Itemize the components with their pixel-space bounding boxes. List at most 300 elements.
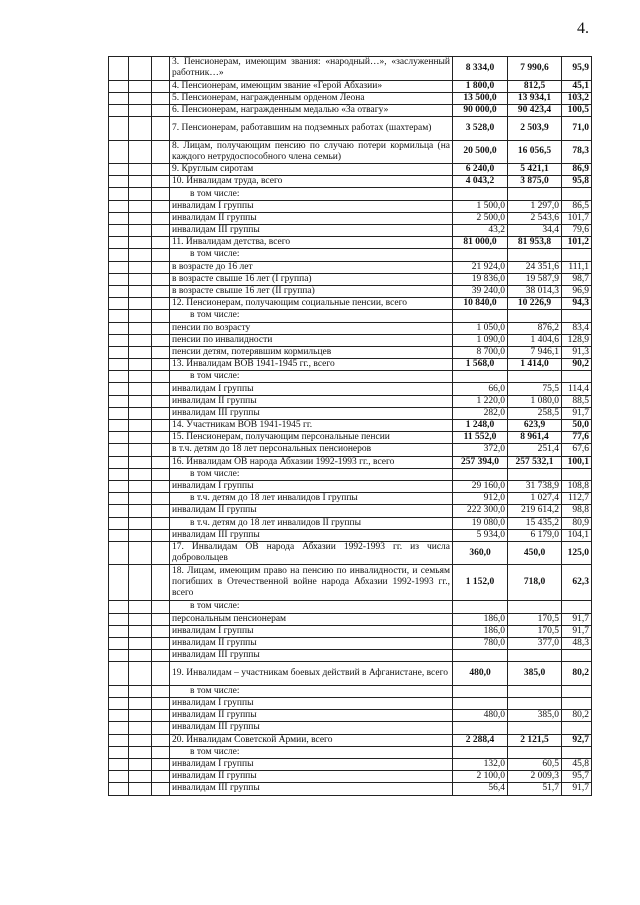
planned-value: 1 248,0	[453, 420, 508, 432]
empty-cell	[152, 359, 170, 371]
planned-value: 1 090,0	[453, 334, 508, 346]
empty-cell	[129, 625, 152, 637]
planned-value: 19 836,0	[453, 273, 508, 285]
table-row	[109, 480, 592, 492]
planned-value: 480,0	[453, 710, 508, 722]
row-label: 11. Инвалидам детства, всего	[170, 237, 453, 249]
row-label: пенсии по инвалидности	[170, 334, 453, 346]
empty-cell	[129, 758, 152, 770]
row-label: инвалидам III группы	[170, 650, 453, 662]
row-label: 13. Инвалидам ВОВ 1941-1945 гг., всего	[170, 359, 453, 371]
empty-cell	[109, 407, 129, 419]
table-row	[109, 273, 592, 285]
actual-value: 1 404,6	[508, 334, 562, 346]
percent-value: 95,9	[562, 57, 592, 81]
empty-cell	[152, 298, 170, 310]
percent-value: 95,7	[562, 771, 592, 783]
empty-cell	[109, 164, 129, 176]
empty-cell	[152, 505, 170, 517]
empty-cell	[129, 140, 152, 164]
table-row	[109, 212, 592, 224]
actual-value: 3 875,0	[508, 176, 562, 188]
table-row	[109, 517, 592, 529]
percent-value	[562, 249, 592, 261]
actual-value: 38 014,3	[508, 285, 562, 297]
row-label: 12. Пенсионерам, получающим социальные пенсии, всего	[170, 298, 453, 310]
row-label: в возрасте до 16 лет	[170, 261, 453, 273]
percent-value	[562, 468, 592, 480]
empty-cell	[109, 212, 129, 224]
percent-value: 111,1	[562, 261, 592, 273]
empty-cell	[109, 310, 129, 322]
table-row	[109, 371, 592, 383]
table-row	[109, 322, 592, 334]
planned-value: 1 568,0	[453, 359, 508, 371]
percent-value: 92,7	[562, 734, 592, 746]
empty-cell	[129, 613, 152, 625]
empty-cell	[109, 140, 129, 164]
percent-value	[562, 601, 592, 613]
percent-value: 101,2	[562, 237, 592, 249]
planned-value: 29 160,0	[453, 480, 508, 492]
row-label: 10. Инвалидам труда, всего	[170, 176, 453, 188]
planned-value	[453, 188, 508, 200]
row-label: инвалидам I группы	[170, 758, 453, 770]
row-label: в том числе:	[170, 685, 453, 697]
empty-cell	[129, 310, 152, 322]
row-label: 9. Круглым сиротам	[170, 164, 453, 176]
table-row	[109, 261, 592, 273]
empty-cell	[109, 771, 129, 783]
actual-value: 75,5	[508, 383, 562, 395]
planned-value: 1 152,0	[453, 565, 508, 601]
empty-cell	[152, 237, 170, 249]
empty-cell	[109, 200, 129, 212]
row-label: 16. Инвалидам ОВ народа Абхазии 1992-1993 гг., всего	[170, 456, 453, 468]
planned-value: 360,0	[453, 541, 508, 565]
planned-value	[453, 601, 508, 613]
actual-value: 81 953,8	[508, 237, 562, 249]
empty-cell	[129, 285, 152, 297]
row-label: инвалидам III группы	[170, 783, 453, 795]
actual-value: 251,4	[508, 444, 562, 456]
actual-value	[508, 698, 562, 710]
empty-cell	[129, 212, 152, 224]
planned-value: 257 394,0	[453, 456, 508, 468]
table-row	[109, 383, 592, 395]
table-row	[109, 613, 592, 625]
table-row	[109, 334, 592, 346]
row-label: инвалидам II группы	[170, 710, 453, 722]
planned-value	[453, 685, 508, 697]
empty-cell	[109, 57, 129, 81]
empty-cell	[129, 298, 152, 310]
empty-cell	[152, 722, 170, 734]
table-row	[109, 432, 592, 444]
table-body	[109, 57, 592, 796]
row-label: инвалидам I группы	[170, 480, 453, 492]
actual-value: 19 587,9	[508, 273, 562, 285]
empty-cell	[129, 407, 152, 419]
actual-value: 385,0	[508, 710, 562, 722]
planned-value	[453, 746, 508, 758]
percent-value: 103,2	[562, 92, 592, 104]
planned-value	[453, 371, 508, 383]
row-label: 6. Пенсионерам, награжденным медалью «За отвагу»	[170, 104, 453, 116]
planned-value: 11 552,0	[453, 432, 508, 444]
empty-cell	[152, 322, 170, 334]
empty-cell	[152, 601, 170, 613]
empty-cell	[152, 383, 170, 395]
actual-value: 257 532,1	[508, 456, 562, 468]
row-label: пенсии по возрасту	[170, 322, 453, 334]
empty-cell	[129, 322, 152, 334]
actual-value: 2 009,3	[508, 771, 562, 783]
row-label: пенсии детям, потерявшим кормильцев	[170, 346, 453, 358]
actual-value	[508, 685, 562, 697]
actual-value	[508, 722, 562, 734]
empty-cell	[129, 420, 152, 432]
empty-cell	[152, 371, 170, 383]
empty-cell	[129, 237, 152, 249]
empty-cell	[129, 662, 152, 686]
actual-value: 1 414,0	[508, 359, 562, 371]
percent-value: 45,8	[562, 758, 592, 770]
empty-cell	[109, 80, 129, 92]
planned-value: 10 840,0	[453, 298, 508, 310]
percent-value: 91,7	[562, 407, 592, 419]
empty-cell	[129, 685, 152, 697]
empty-cell	[152, 565, 170, 601]
table-row	[109, 505, 592, 517]
empty-cell	[109, 722, 129, 734]
row-label: в том числе:	[170, 371, 453, 383]
actual-value: 812,5	[508, 80, 562, 92]
empty-cell	[109, 117, 129, 141]
empty-cell	[109, 662, 129, 686]
planned-value: 5 934,0	[453, 529, 508, 541]
empty-cell	[152, 698, 170, 710]
empty-cell	[109, 637, 129, 649]
actual-value: 60,5	[508, 758, 562, 770]
empty-cell	[129, 480, 152, 492]
table-row	[109, 57, 592, 81]
empty-cell	[129, 57, 152, 81]
empty-cell	[109, 456, 129, 468]
pension-table	[108, 56, 592, 796]
table-row	[109, 650, 592, 662]
row-label: в том числе:	[170, 188, 453, 200]
percent-value: 94,3	[562, 298, 592, 310]
percent-value: 62,3	[562, 565, 592, 601]
planned-value	[453, 310, 508, 322]
empty-cell	[109, 734, 129, 746]
empty-cell	[152, 783, 170, 795]
actual-value: 7 946,1	[508, 346, 562, 358]
actual-value: 623,9	[508, 420, 562, 432]
percent-value: 112,7	[562, 493, 592, 505]
percent-value: 98,7	[562, 273, 592, 285]
empty-cell	[109, 468, 129, 480]
empty-cell	[109, 698, 129, 710]
planned-value: 480,0	[453, 662, 508, 686]
empty-cell	[152, 117, 170, 141]
actual-value: 450,0	[508, 541, 562, 565]
planned-value: 1 050,0	[453, 322, 508, 334]
planned-value: 282,0	[453, 407, 508, 419]
empty-cell	[129, 200, 152, 212]
empty-cell	[152, 662, 170, 686]
table-row	[109, 444, 592, 456]
row-label: инвалидам II группы	[170, 505, 453, 517]
table-row	[109, 565, 592, 601]
percent-value: 86,9	[562, 164, 592, 176]
percent-value: 91,3	[562, 346, 592, 358]
empty-cell	[152, 685, 170, 697]
actual-value	[508, 468, 562, 480]
empty-cell	[109, 517, 129, 529]
row-label: в т.ч. детям до 18 лет инвалидов II группы	[170, 517, 453, 529]
table-row	[109, 200, 592, 212]
row-label: инвалидам II группы	[170, 771, 453, 783]
empty-cell	[129, 456, 152, 468]
actual-value: 219 614,2	[508, 505, 562, 517]
percent-value: 98,8	[562, 505, 592, 517]
empty-cell	[152, 493, 170, 505]
percent-value: 50,0	[562, 420, 592, 432]
table-row	[109, 298, 592, 310]
percent-value: 78,3	[562, 140, 592, 164]
planned-value: 19 080,0	[453, 517, 508, 529]
actual-value: 34,4	[508, 225, 562, 237]
planned-value	[453, 650, 508, 662]
percent-value: 71,0	[562, 117, 592, 141]
empty-cell	[129, 334, 152, 346]
planned-value: 8 700,0	[453, 346, 508, 358]
empty-cell	[152, 395, 170, 407]
empty-cell	[109, 444, 129, 456]
planned-value: 39 240,0	[453, 285, 508, 297]
page-number: 4.	[577, 20, 589, 37]
table-row	[109, 249, 592, 261]
empty-cell	[109, 383, 129, 395]
empty-cell	[109, 710, 129, 722]
row-label: 7. Пенсионерам, работавшим на подземных работах (шахтерам)	[170, 117, 453, 141]
row-label: в возрасте свыше 16 лет (II группа)	[170, 285, 453, 297]
row-label: 3. Пенсионерам, имеющим звания: «народный…», «заслуженный работник…»	[170, 57, 453, 81]
planned-value: 21 924,0	[453, 261, 508, 273]
empty-cell	[109, 334, 129, 346]
empty-cell	[152, 710, 170, 722]
planned-value: 912,0	[453, 493, 508, 505]
table-row	[109, 346, 592, 358]
empty-cell	[129, 771, 152, 783]
table-row	[109, 104, 592, 116]
percent-value: 108,8	[562, 480, 592, 492]
row-label: инвалидам I группы	[170, 698, 453, 710]
planned-value: 1 500,0	[453, 200, 508, 212]
empty-cell	[109, 601, 129, 613]
empty-cell	[109, 493, 129, 505]
empty-cell	[152, 346, 170, 358]
percent-value: 86,5	[562, 200, 592, 212]
empty-cell	[129, 710, 152, 722]
empty-cell	[109, 176, 129, 188]
table-row	[109, 237, 592, 249]
planned-value: 43,2	[453, 225, 508, 237]
empty-cell	[129, 188, 152, 200]
empty-cell	[109, 298, 129, 310]
percent-value	[562, 371, 592, 383]
row-label: инвалидам II группы	[170, 637, 453, 649]
row-label: в том числе:	[170, 468, 453, 480]
empty-cell	[152, 637, 170, 649]
planned-value: 372,0	[453, 444, 508, 456]
actual-value: 31 738,9	[508, 480, 562, 492]
empty-cell	[152, 613, 170, 625]
empty-cell	[129, 249, 152, 261]
empty-cell	[152, 188, 170, 200]
percent-value	[562, 650, 592, 662]
actual-value: 718,0	[508, 565, 562, 601]
percent-value: 48,3	[562, 637, 592, 649]
row-label: 17. Инвалидам ОВ народа Абхазии 1992-1993 гг. из числа добровольцев	[170, 541, 453, 565]
empty-cell	[109, 322, 129, 334]
actual-value: 51,7	[508, 783, 562, 795]
empty-cell	[129, 468, 152, 480]
planned-value: 2 288,4	[453, 734, 508, 746]
percent-value: 80,2	[562, 710, 592, 722]
planned-value: 4 043,2	[453, 176, 508, 188]
actual-value	[508, 188, 562, 200]
table-row	[109, 541, 592, 565]
table-row	[109, 140, 592, 164]
empty-cell	[152, 225, 170, 237]
table-row	[109, 359, 592, 371]
actual-value: 7 990,6	[508, 57, 562, 81]
percent-value: 101,7	[562, 212, 592, 224]
table-row	[109, 734, 592, 746]
percent-value: 95,8	[562, 176, 592, 188]
actual-value: 2 543,6	[508, 212, 562, 224]
empty-cell	[129, 637, 152, 649]
table-row	[109, 92, 592, 104]
empty-cell	[152, 212, 170, 224]
empty-cell	[109, 758, 129, 770]
empty-cell	[152, 407, 170, 419]
table-row	[109, 407, 592, 419]
actual-value: 170,5	[508, 625, 562, 637]
row-label: персональным пенсионерам	[170, 613, 453, 625]
actual-value: 90 423,4	[508, 104, 562, 116]
table-row	[109, 662, 592, 686]
table-row	[109, 783, 592, 795]
row-label: инвалидам I группы	[170, 625, 453, 637]
row-label: в т.ч. детям до 18 лет инвалидов I группы	[170, 493, 453, 505]
percent-value	[562, 188, 592, 200]
empty-cell	[129, 505, 152, 517]
percent-value	[562, 685, 592, 697]
table-row	[109, 771, 592, 783]
empty-cell	[129, 650, 152, 662]
empty-cell	[109, 249, 129, 261]
empty-cell	[129, 395, 152, 407]
planned-value: 56,4	[453, 783, 508, 795]
empty-cell	[152, 310, 170, 322]
actual-value	[508, 746, 562, 758]
empty-cell	[152, 456, 170, 468]
row-label: инвалидам I группы	[170, 200, 453, 212]
planned-value	[453, 722, 508, 734]
percent-value: 96,9	[562, 285, 592, 297]
planned-value	[453, 468, 508, 480]
empty-cell	[129, 529, 152, 541]
table-row	[109, 710, 592, 722]
row-label: 4. Пенсионерам, имеющим звание «Герой Абхазии»	[170, 80, 453, 92]
actual-value	[508, 601, 562, 613]
empty-cell	[109, 285, 129, 297]
table-row	[109, 164, 592, 176]
empty-cell	[152, 164, 170, 176]
table-row	[109, 698, 592, 710]
actual-value: 24 351,6	[508, 261, 562, 273]
actual-value: 170,5	[508, 613, 562, 625]
empty-cell	[152, 758, 170, 770]
planned-value: 90 000,0	[453, 104, 508, 116]
empty-cell	[129, 117, 152, 141]
actual-value: 8 961,4	[508, 432, 562, 444]
table-row	[109, 176, 592, 188]
actual-value: 876,2	[508, 322, 562, 334]
actual-value: 1 297,0	[508, 200, 562, 212]
empty-cell	[152, 261, 170, 273]
percent-value: 67,6	[562, 444, 592, 456]
percent-value: 80,9	[562, 517, 592, 529]
empty-cell	[129, 80, 152, 92]
percent-value: 114,4	[562, 383, 592, 395]
empty-cell	[109, 359, 129, 371]
row-label: в том числе:	[170, 310, 453, 322]
empty-cell	[152, 746, 170, 758]
percent-value	[562, 310, 592, 322]
empty-cell	[109, 346, 129, 358]
empty-cell	[129, 225, 152, 237]
row-label: в т.ч. детям до 18 лет персональных пенсионеров	[170, 444, 453, 456]
empty-cell	[109, 480, 129, 492]
empty-cell	[109, 371, 129, 383]
empty-cell	[152, 104, 170, 116]
percent-value: 100,1	[562, 456, 592, 468]
actual-value: 15 435,2	[508, 517, 562, 529]
row-label: инвалидам III группы	[170, 225, 453, 237]
table-row	[109, 117, 592, 141]
empty-cell	[129, 541, 152, 565]
empty-cell	[129, 601, 152, 613]
table-row	[109, 493, 592, 505]
percent-value: 128,9	[562, 334, 592, 346]
actual-value: 1 080,0	[508, 395, 562, 407]
row-label: в том числе:	[170, 746, 453, 758]
planned-value: 186,0	[453, 613, 508, 625]
empty-cell	[129, 746, 152, 758]
actual-value: 13 934,1	[508, 92, 562, 104]
row-label: инвалидам III группы	[170, 722, 453, 734]
planned-value: 13 500,0	[453, 92, 508, 104]
planned-value: 1 220,0	[453, 395, 508, 407]
empty-cell	[152, 432, 170, 444]
actual-value	[508, 650, 562, 662]
planned-value: 3 528,0	[453, 117, 508, 141]
